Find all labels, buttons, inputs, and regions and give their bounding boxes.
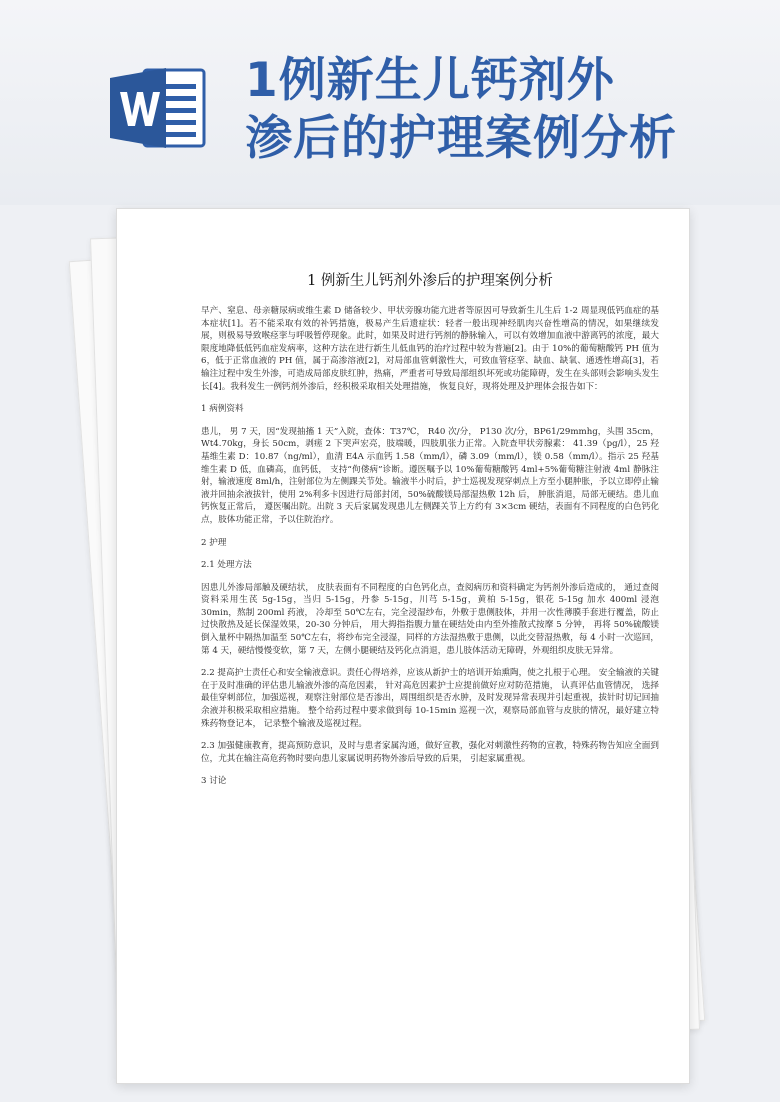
section-heading-2: 2 护理 xyxy=(201,537,227,548)
education-paragraph: 2.3 加强健康教育，提高预防意识，及时与患者家属沟通，做好宣教，强化对刺激性药物的宣教，特殊药物告知应全面到位，尤其在输注高危药物时要向患儿家属说明药物外渗后导致的后果， 引起家属重视。 xyxy=(201,741,659,764)
banner-title-line-2: 渗后的护理案例分析 xyxy=(245,111,677,166)
banner-title-line-1: 1例新生儿钙剂外 xyxy=(245,53,615,108)
case-data-paragraph: 患儿， 男 7 天，因“发现抽搐 1 天”入院，查体：T37℃， R40 次/分， P130 次/分，BP61/29mmhg，头围 35cm，Wt4.70kg，身长 50cm，剥瘥 2 下哭声宏亮，肢端暖，四肢肌张力正常。入院查甲状旁腺素： 41.39（pg/l），25 羟基维生素 D：10.87（ng/ml），血清 E4A 示血钙 1.58（mm/l），磷 3.09（mm/l），镁 0.58（mm/l）。指示 25 羟基维生素 D 低，血磷高，血钙低， 支持“佝偻病”诊断。遵医嘱予以 10%葡萄糖酸钙 4ml+5%葡萄糖注射液 4ml 静脉注射，输液速度 8ml/h，注射部位为左侧踝关节处。输液半小时后，护士巡视发现穿刺点上方至小腿肿胀，予以立即停止输液并回抽余液拔针，使用 2%利多卡因进行局部封闭，50%硫酸镁局部湿热敷 12h 后， 肿胀消退，局部无硬结。患儿血钙恢复正常后， 遵医嘱出院。出院 3 天后家属发现患儿左侧踝关节上方约有 3×3cm 硬结，表面有不同程度的白色钙化点，肢体功能正常，予以住院治疗。 xyxy=(201,426,659,525)
page-title: 1 例新生儿钙剂外渗后的护理案例分析 xyxy=(307,273,553,289)
document-page xyxy=(116,208,690,1084)
treatment-paragraph: 因患儿外渗局部触及硬结状， 皮肤表面有不同程度的白色钙化点，查阅病历和资料确定为钙剂外渗后造成的， 通过查阅资料采用生芪 5g-15g，当归 5-15g，丹参 5-15g，川芎 5-15g，黄柏 5-15g，银花 5-15g 加水 400ml 浸泡 30min，熬制 200ml 药液， 冷却至 50℃左右，完全浸湿纱布，外敷于患侧肢体，并用一次性薄膜手套进行覆盖，防止过快散热及延长保湿效果，20-30 分钟后， 用大拇指指腹力量在硬结处由内至外推散式按摩 5 分钟， 再将 50%硫酸镁倒入量杯中隔热加温至 50℃左右，将纱布完全浸湿，同样的方法湿热敷于患侧，以此交替湿热敷，每 4 小时一次巡回，第 4 天，硬结慢慢变软，第 7 天，左侧小腿硬结及钙化点消退，患儿肢体活动无障碍，外观组织皮肤无异常。 xyxy=(201,582,659,656)
section-heading-1: 1 病例资料 xyxy=(201,404,244,415)
section-heading-3: 3 讨论 xyxy=(201,776,227,787)
section-heading-2-1: 2.1 处理方法 xyxy=(201,560,252,571)
word-document-icon xyxy=(108,66,208,150)
safety-paragraph: 2.2 提高护士责任心和安全输液意识。责任心得培养，应该从新护士的培训开始熏陶，使之扎根于心理。 安全输液的关键在于及时准确的评估患儿输液外渗的高危因素， 针对高危因素护士应提前做好应对防范措施， 认真评估血管情况， 选择最佳穿刺部位，加强巡视，观察注射部位是否渗出，周围组织是否水肿，及时发现异常表现并引起重视，拔针时切记回抽余液并积极采取相应措施。 整个给药过程中要求做到每 10-15min 巡视一次，观察局部血管与皮肤的情况，最好建立特殊药物登记本， 记录整个输液及巡视过程。 xyxy=(201,668,659,729)
document-banner-title xyxy=(245,52,765,168)
intro-paragraph: 早产、窒息、母亲糖尿病或维生素 D 储备较少、甲状旁腺功能亢进者等原因可导致新生儿生后 1-2 周显现低钙血症的基本症状[1]。若不能采取有效的补钙措施，极易产生后遗症状：轻者一般出现神经肌肉兴奋性增高的情况，如果继续发展，则极易导致喉痉挛与呼吸暂停现象。此时，如果及时进行钙剂的静脉输入，可以有效增加血液中游离钙的浓度，最大限度地降低低钙血症发病率，这种方法在进行新生儿低血钙的治疗过程中较为普遍[2]。由于 10%的葡萄糖酸钙 PH 值为 6，低于正常血液的 PH 值，属于高渗溶液[2]，对局部血管刺激性大，可致血管痉挛、缺血、缺氧、通透性增高[3]，若输注过程中发生外渗，可造成局部皮肤红肿，热痛，严重者可导致局部组织坏死或功能障碍，发生在头部则会影响头发生长[4]。我科发生一例钙剂外渗后，经积极采取相关处理措施， 恢复良好，现将处理及护理体会报告如下： xyxy=(201,306,659,392)
